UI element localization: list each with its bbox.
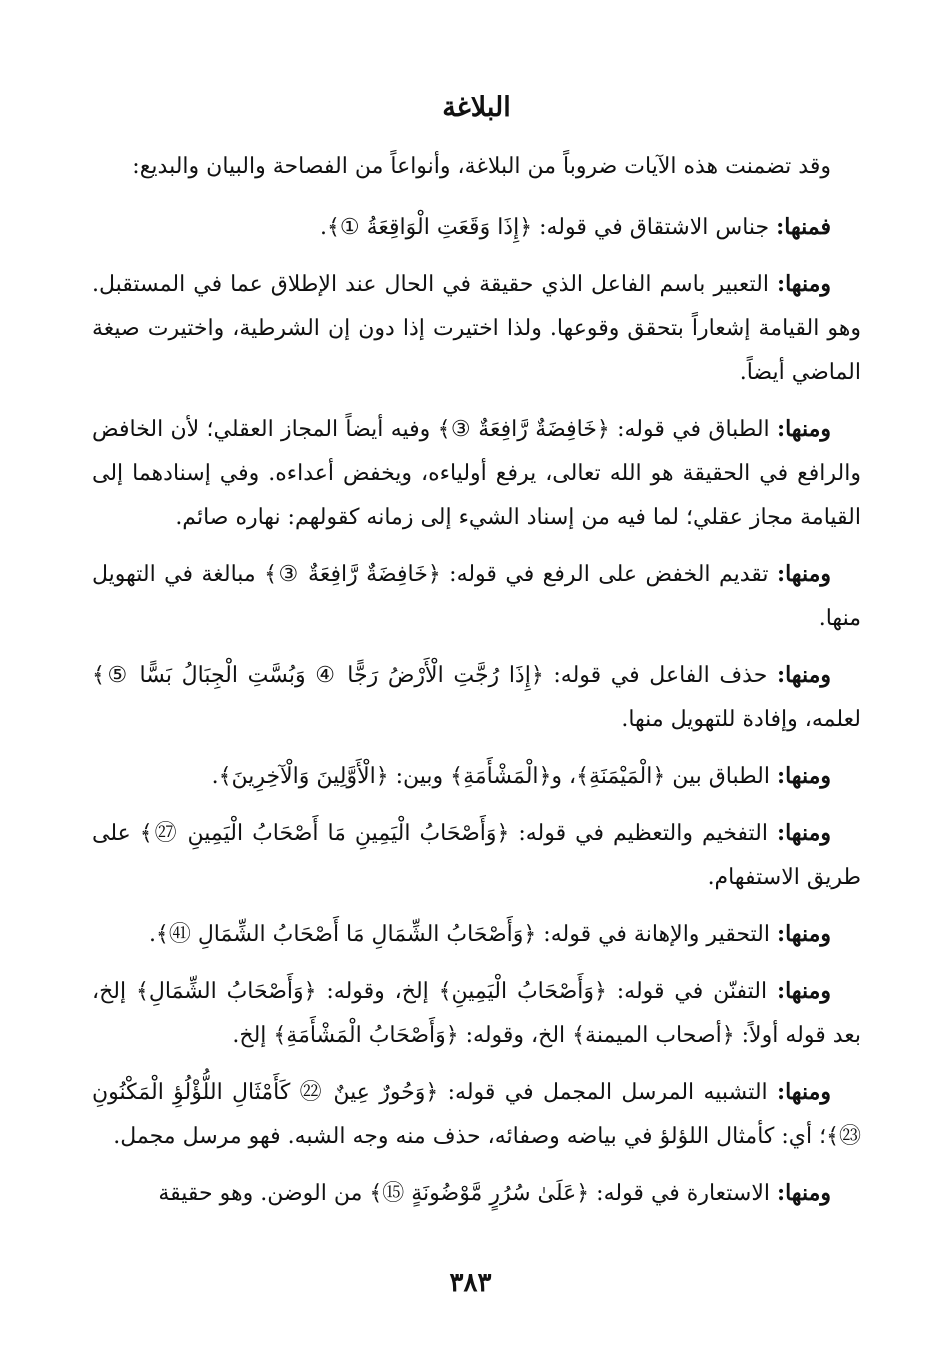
paragraph-text: الطباق في قوله: ﴿خَافِضَةٌ رَّافِعَةٌ ③﴾ وفيه أيضاً المجاز العقلي؛ لأن الخافض والرافع في الحقيقة هو الله تعالى، يرفع أولياءه، ويخفض أعداءه. وفي إسنادهما إلى القيامة مجاز عقلي؛ لما فيه من إسناد الشيء إلى زمانه كقولهم: نهاره صائم. [92,417,861,530]
paragraph-lead: ومنها: [776,820,831,846]
paragraph-8 [92,912,861,957]
paragraph-3 [92,407,861,540]
paragraph-lead: ومنها: [776,416,831,442]
paragraph-1 [92,205,861,250]
paragraph-2 [92,262,861,395]
page-number: ٣٨٣ [449,1268,492,1298]
paragraph-text: التشبيه المرسل المجمل في قوله: ﴿وَحُورٌ عِينٌ ㉒ كَأَمْثَالِ اللُّؤْلُؤِ الْمَكْنُونِ ㉓﴾؛ أي: كأمثال اللؤلؤ في بياضه وصفائه، حذف منه وجه الشبه. فهو مرسل مجمل. [92,1080,861,1149]
paragraph-6 [92,754,861,799]
paragraph-lead: ومنها: [776,271,831,297]
paragraph-lead: ومنها: [776,921,831,947]
paragraph-text: التعبير باسم الفاعل الذي حقيقة في الحال عند الإطلاق عما في المستقبل. وهو القيامة إشعاراً بتحقق وقوعها. ولذا اختيرت إذا دون إن الشرطية، واختيرت صيغة الماضي أيضاً. [92,272,861,385]
paragraph-text: التفنّن في قوله: ﴿وَأَصْحَابُ الْيَمِينِ﴾ إلخ، وقوله: ﴿وَأَصْحَابُ الشِّمَالِ﴾ إلخ، بعد قوله أولاً: ﴿أصحاب الميمنة﴾ الخ، وقوله: ﴿وَأَصْحَابُ الْمَشْأَمَةِ﴾ إلخ. [92,979,861,1048]
paragraph-lead: ومنها: [776,763,831,789]
paragraph-4 [92,552,861,641]
paragraph-10 [92,1070,861,1159]
section-title: البلاغة [442,92,511,123]
paragraph-lead: ومنها: [776,978,831,1004]
paragraph-text: التحقير والإهانة في قوله: ﴿وَأَصْحَابُ الشِّمَالِ مَا أَصْحَابُ الشِّمَالِ ㊶﴾. [148,922,777,947]
paragraph-11 [92,1171,861,1216]
paragraph-lead: ومنها: [776,1180,831,1206]
intro-paragraph: وقد تضمنت هذه الآيات ضروباً من البلاغة، وأنواعاً من الفصاحة والبيان والبديع: [132,154,831,179]
paragraph-text: جناس الاشتقاق في قوله: ﴿إِذَا وَقَعَتِ الْوَاقِعَةُ ①﴾. [320,215,777,240]
paragraph-lead: فمنها: [776,214,831,240]
paragraph-text: الطباق بين ﴿الْمَيْمَنَةِ﴾، و﴿الْمَشْأَمَةِ﴾ وبين: ﴿الْأَوَّلِينَ وَالْآخِرِينَ﴾. [211,764,777,789]
paragraph-text: حذف الفاعل في قوله: ﴿إِذَا رُجَّتِ الْأَرْضُ رَجًّا ④ وَبُسَّتِ الْجِبَالُ بَسًّا ⑤﴾ لعلمه، وإفادة للتهويل منها. [92,663,861,732]
paragraph-lead: ومنها: [776,662,831,688]
paragraph-9 [92,969,861,1058]
paragraph-lead: ومنها: [776,561,831,587]
paragraph-text: الاستعارة في قوله: ﴿عَلَىٰ سُرُرٍ مَّوْضُونَةٍ ⑮﴾ من الوضن. وهو حقيقة [158,1181,777,1206]
paragraph-text: تقديم الخفض على الرفع في قوله: ﴿خَافِضَةٌ رَّافِعَةٌ ③﴾ مبالغة في التهويل منها. [92,562,861,631]
paragraph-text: التفخيم والتعظيم في قوله: ﴿وَأَصْحَابُ الْيَمِينِ مَا أَصْحَابُ الْيَمِينِ ㉗﴾ على طريق الاستفهام. [92,821,861,890]
paragraph-7 [92,811,861,900]
paragraph-5 [92,653,861,742]
paragraph-lead: ومنها: [776,1079,831,1105]
